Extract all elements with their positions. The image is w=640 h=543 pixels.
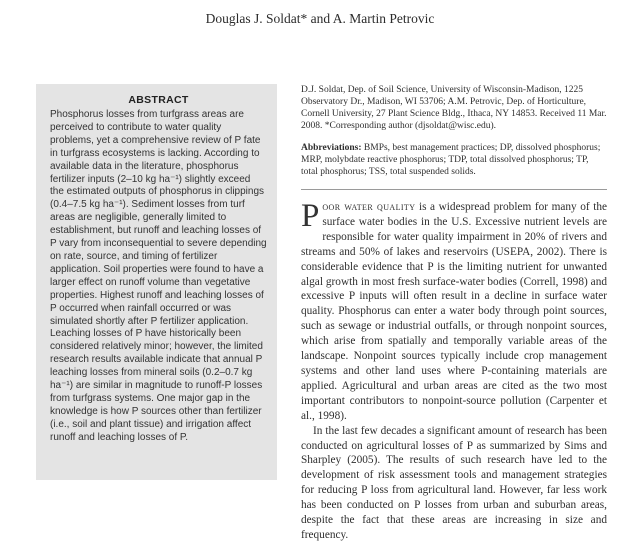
- author-line: Douglas J. Soldat* and A. Martin Petrovic: [205, 11, 435, 26]
- lead-in-smallcaps: oor water quality: [322, 201, 416, 213]
- abbreviations-label: Abbreviations:: [301, 143, 362, 153]
- section-divider: [301, 189, 607, 190]
- body-paragraph-1: [301, 200, 607, 424]
- abstract-text: Phosphorus losses from turfgrass areas are perceived to contribute to water quality problems, yet a comprehensive review of P fate in turfgrass ecosystems is lacking. According to available data in the literature, phosphorus fertilizer inputs (2–10 kg ha⁻¹) slightly exceed the estimated outputs of phosphorus in clippings (0.4–7.5 kg ha⁻¹). Sediment losses from turf areas are negligible, generally limited to establishment, but runoff and leaching losses of P vary from inconsequential to severe depending on rate, source, and timing of fertilizer application. Soil properties were found to have a larger effect on runoff volume than vegetative properties. Highest runoff and leaching losses of P occurred when rainfall occurred or was simulated shortly after P fertilizer application. Leaching losses of P have historically been considered relatively minor; however, the limited research results available indicate that annual P leaching losses from mineral soils (0.2–0.7 kg ha⁻¹) are similar in magnitude to runoff-P losses from turfgrass systems. One major gap in the knowledge is how P sources other than fertilizer (i.e., soil and plant tissue) and irrigation affect runoff and leaching losses of P.: [50, 109, 267, 443]
- paragraph-1-text: is a widespread problem for many of the surface water bodies in the U.S. Excessive nutrient levels are responsible for water quality impairment in 20% of rivers and streams and 50% of lakes and reservoirs (USEPA, 2002). There is considerable evidence that P is the limiting nutrient for unwanted algal growth in most fresh surface-water bodies (Correll, 1998) and excessive P inputs will often result in a decline in surface water quality. Phosphorus can enter a water body through point sources, such as sewage or industrial outfalls, or through nonpoint sources, which arise from spatially and temporally variable areas of the landscape. Nonpoint sources typically include crop management systems and other land uses where P-containing materials are applied. Agricultural and urban areas are cited as the two most important contributors to nonpoint-source pollution (Carpenter et al., 1998).: [301, 201, 607, 422]
- drop-cap: P: [301, 198, 320, 234]
- author-affiliation: D.J. Soldat, Dep. of Soil Science, University of Wisconsin-Madison, 1225 Observatory Dr., Madison, WI 53706; A.M. Petrovic, Dep. of Horticulture, Cornell University, 27 Plant Science Bldg., Ithaca, NY 14853. Received 11 Mar. 2008. *Corresponding author (djsoldat@wisc.edu).: [301, 85, 607, 131]
- body-paragraph-2: In the last few decades a significant amount of research has been conducted on agricultural losses of P as summarized by Sims and Sharpley (2005). The results of such research have led to the development of risk assessment tools and management strategies for reducing P loss from agricultural land. However, far less work has been conducted on P losses from urban and suburban areas, despite the fact that these areas are increasing in size and frequency.: [301, 424, 607, 541]
- abstract-heading: ABSTRACT: [128, 94, 189, 106]
- abbreviations-note: [301, 142, 607, 178]
- abstract-box: [36, 84, 277, 480]
- abbreviations-text: BMPs, best management practices; DP, dissolved phosphorus; MRP, molybdate reactive phosphorus; TDP, total dissolved phosphorus; TP, total phosphorus; TSS, total suspended solids.: [301, 143, 601, 177]
- right-column: [301, 84, 607, 543]
